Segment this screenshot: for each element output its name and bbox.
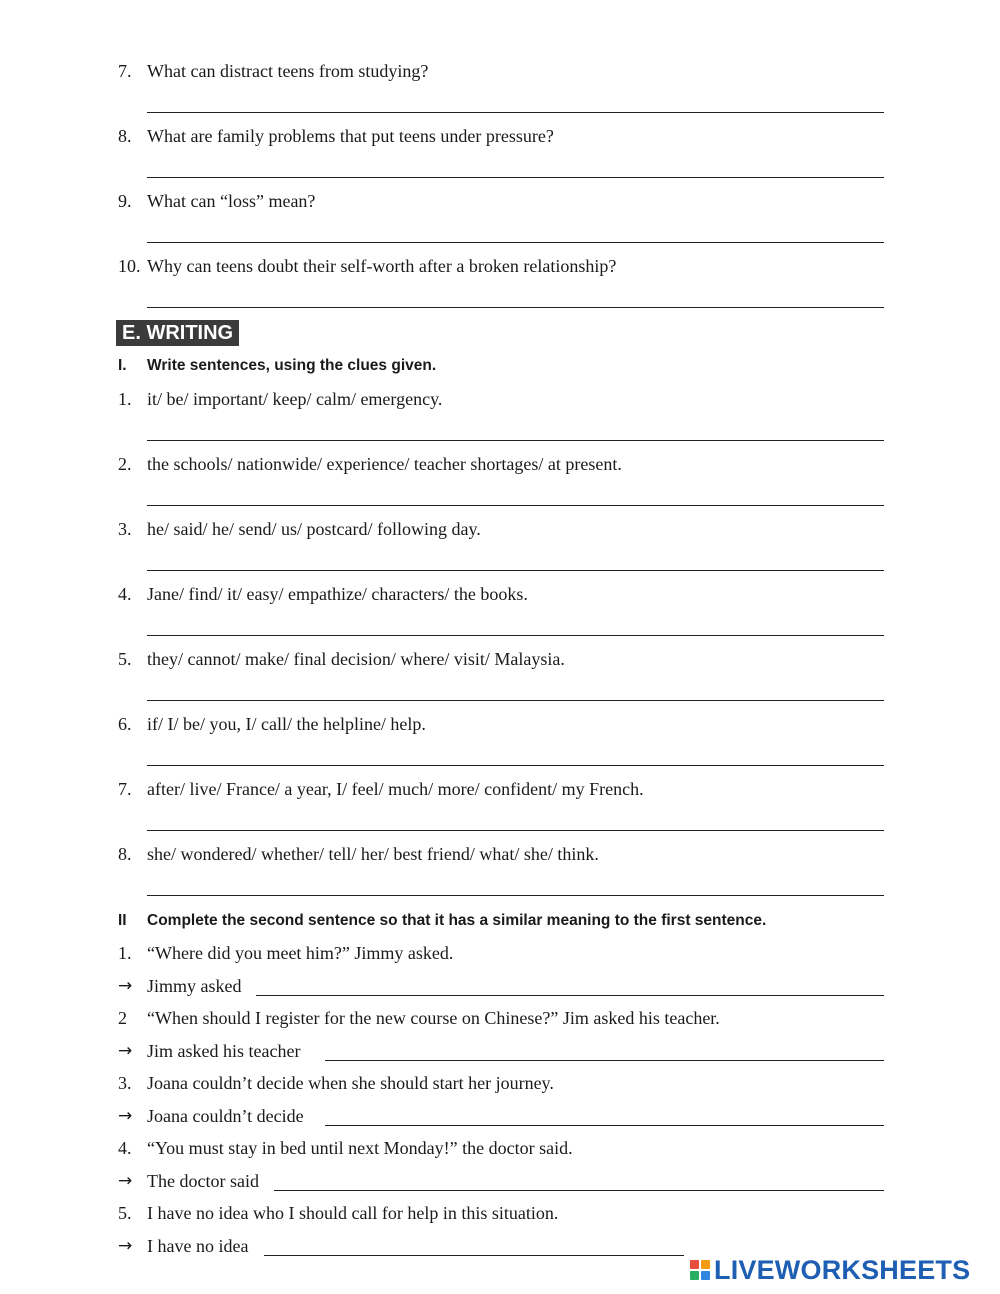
answer-line[interactable] [147,895,884,896]
answer-prompt: Jimmy asked [147,976,242,996]
item-number: 4. [118,1138,132,1158]
item-number: 1. [118,943,132,963]
arrow-icon: → [118,1106,133,1126]
answer-line[interactable] [147,177,884,178]
logo-blocks-icon [690,1260,710,1280]
item-number: 3. [118,1073,132,1093]
item-number: 5. [118,649,132,669]
item-number: 6. [118,714,132,734]
item-clues: the schools/ nationwide/ experience/ teacher shortages/ at present. [147,454,622,474]
item-number: 2. [118,454,132,474]
question-number: 8. [118,126,132,146]
item-clues: Jane/ find/ it/ easy/ empathize/ characters/ the books. [147,584,528,604]
answer-line[interactable] [147,570,884,571]
item-clues: it/ be/ important/ keep/ calm/ emergency. [147,389,443,409]
arrow-icon: → [118,1171,133,1191]
answer-line[interactable] [274,1190,884,1191]
item-clues: she/ wondered/ whether/ tell/ her/ best friend/ what/ she/ think. [147,844,599,864]
answer-prompt: The doctor said [147,1171,259,1191]
section-heading: E. WRITING [116,320,239,346]
question-number: 9. [118,191,132,211]
arrow-icon: → [118,976,133,996]
question-number: 7. [118,61,132,81]
original-sentence: Joana couldn’t decide when she should start her journey. [147,1073,554,1093]
answer-line[interactable] [325,1125,884,1126]
item-clues: they/ cannot/ make/ final decision/ where/ visit/ Malaysia. [147,649,565,669]
item-number: 4. [118,584,132,604]
question-text: What can “loss” mean? [147,191,316,211]
answer-line[interactable] [256,995,884,996]
part-number: II [118,912,127,929]
arrow-icon: → [118,1041,133,1061]
answer-line[interactable] [325,1060,884,1061]
answer-line[interactable] [147,307,884,308]
original-sentence: “When should I register for the new course on Chinese?” Jim asked his teacher. [147,1008,720,1028]
answer-prompt: Joana couldn’t decide [147,1106,304,1126]
answer-line[interactable] [147,440,884,441]
item-number: 5. [118,1203,132,1223]
answer-line[interactable] [147,635,884,636]
liveworksheets-logo[interactable] [690,1256,970,1284]
answer-line[interactable] [147,112,884,113]
question-number: 10. [118,256,141,276]
original-sentence: “You must stay in bed until next Monday!” the doctor said. [147,1138,573,1158]
item-number: 1. [118,389,132,409]
item-clues: he/ said/ he/ send/ us/ postcard/ following day. [147,519,481,539]
answer-line[interactable] [147,700,884,701]
instruction-text: Write sentences, using the clues given. [147,357,437,374]
instruction-text: Complete the second sentence so that it has a similar meaning to the first sentence. [147,912,767,929]
item-number: 7. [118,779,132,799]
answer-prompt: Jim asked his teacher [147,1041,301,1061]
answer-line[interactable] [147,242,884,243]
answer-line[interactable] [147,830,884,831]
logo-text: LIVEWORKSHEETS [714,1254,971,1285]
answer-line[interactable] [264,1255,684,1256]
question-text: Why can teens doubt their self-worth after a broken relationship? [147,256,617,276]
item-clues: after/ live/ France/ a year, I/ feel/ much/ more/ confident/ my French. [147,779,644,799]
answer-prompt: I have no idea [147,1236,249,1256]
answer-line[interactable] [147,765,884,766]
item-clues: if/ I/ be/ you, I/ call/ the helpline/ help. [147,714,426,734]
arrow-icon: → [118,1236,133,1256]
item-number: 2 [118,1008,127,1028]
question-text: What are family problems that put teens under pressure? [147,126,554,146]
question-text: What can distract teens from studying? [147,61,429,81]
item-number: 3. [118,519,132,539]
original-sentence: I have no idea who I should call for help in this situation. [147,1203,559,1223]
answer-line[interactable] [147,505,884,506]
part-number: I. [118,357,127,374]
original-sentence: “Where did you meet him?” Jimmy asked. [147,943,454,963]
item-number: 8. [118,844,132,864]
